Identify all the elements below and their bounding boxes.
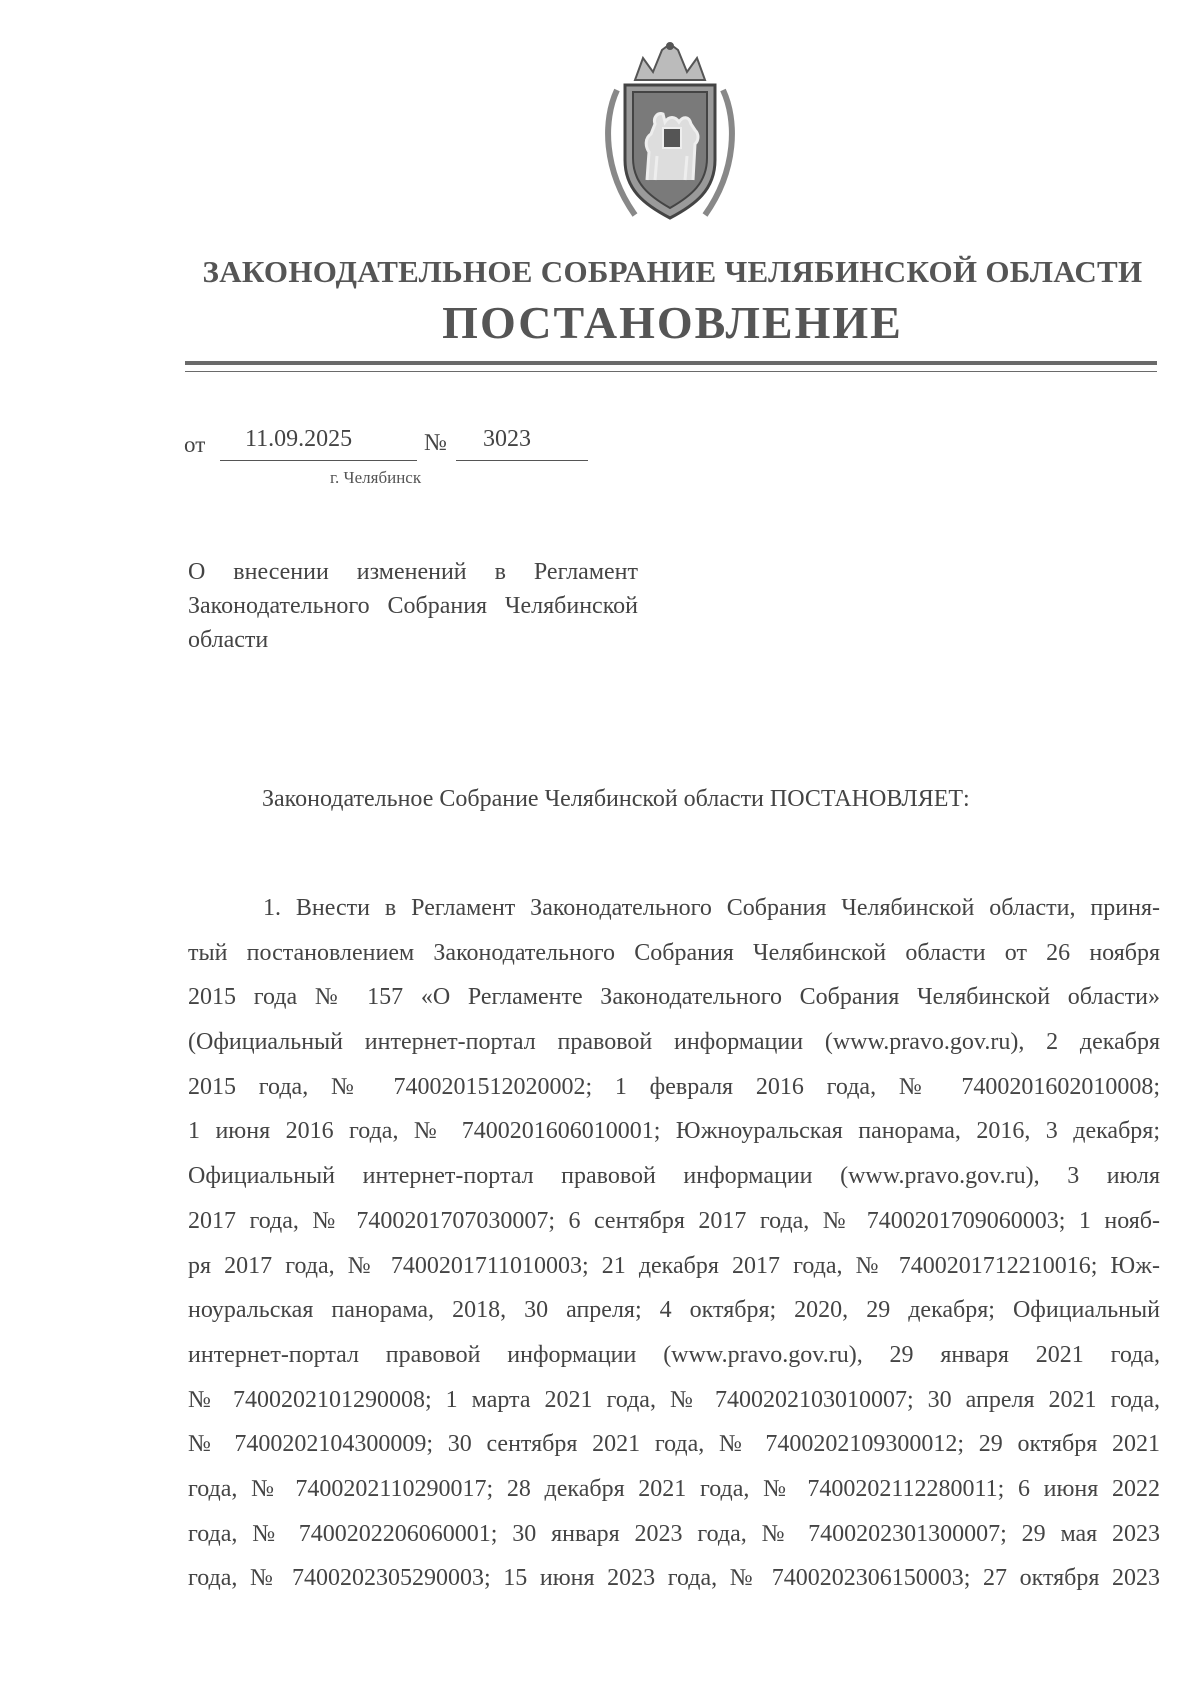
body-line: интернет-портал правовой информации (www.pravo.gov.ru), 29 января 2021 года, bbox=[188, 1341, 1160, 1368]
header-rule-thin bbox=[185, 371, 1157, 372]
body-text bbox=[188, 886, 1160, 1601]
document-type-title: ПОСТАНОВЛЕНИЕ bbox=[442, 297, 903, 348]
date-prefix-label: от bbox=[184, 432, 206, 457]
body-line: Официальный интернет-портал правовой информации (www.pravo.gov.ru), 3 июля bbox=[188, 1163, 1160, 1190]
body-line: тый постановлением Законодательного Собрания Челябинской области от 26 ноября bbox=[188, 939, 1160, 966]
body-line: 2017 года, № 7400201707030007; 6 сентября 2017 года, № 7400201709060003; 1 нояб- bbox=[188, 1207, 1160, 1234]
document-date: 11.09.2025 bbox=[245, 426, 353, 452]
number-label: № bbox=[424, 430, 447, 456]
body-line: года, № 7400202305290003; 15 июня 2023 года, № 7400202306150003; 27 октября 2023 bbox=[188, 1565, 1160, 1592]
date-underline bbox=[220, 460, 417, 461]
organization-title: ЗАКОНОДАТЕЛЬНОЕ СОБРАНИЕ ЧЕЛЯБИНСКОЙ ОБЛАСТИ bbox=[202, 254, 1143, 289]
body-line: 1 июня 2016 года, № 7400201606010001; Южноуральская панорама, 2016, 3 декабря; bbox=[188, 1118, 1160, 1145]
body-line: ноуральская панорама, 2018, 30 апреля; 4 октября; 2020, 29 декабря; Официальный bbox=[188, 1297, 1160, 1324]
number-underline bbox=[456, 460, 588, 461]
coat-of-arms-emblem bbox=[595, 40, 745, 230]
body-line: № 7400202104300009; 30 сентября 2021 года, № 7400202109300012; 29 октября 2021 bbox=[188, 1431, 1160, 1458]
body-line: № 7400202101290008; 1 марта 2021 года, № 7400202103010007; 30 апреля 2021 года, bbox=[188, 1386, 1160, 1413]
city-label: г. Челябинск bbox=[330, 468, 422, 487]
body-line: года, № 7400202206060001; 30 января 2023 года, № 7400202301300007; 29 мая 2023 bbox=[188, 1520, 1160, 1547]
document-number: 3023 bbox=[483, 426, 531, 452]
body-line: 2015 года № 157 «О Регламенте Законодательного Собрания Челябинской области» bbox=[188, 984, 1160, 1011]
body-line: 2015 года, № 7400201512020002; 1 февраля 2016 года, № 7400201602010008; bbox=[188, 1073, 1160, 1100]
body-line: ря 2017 года, № 7400201711010003; 21 декабря 2017 года, № 7400201712210016; Юж- bbox=[188, 1252, 1160, 1279]
body-line: (Официальный интернет-портал правовой информации (www.pravo.gov.ru), 2 декабря bbox=[188, 1029, 1160, 1056]
body-line: года, № 7400202110290017; 28 декабря 2021 года, № 7400202112280011; 6 июня 2022 bbox=[188, 1475, 1160, 1502]
preamble: Законодательное Собрание Челябинской области ПОСТАНОВЛЯЕТ: bbox=[262, 786, 970, 812]
header-rule-thick bbox=[185, 361, 1157, 365]
document-subject: О внесении изменений в Регламент Законодательного Собрания Челябинской области bbox=[188, 559, 638, 653]
body-line: 1. Внести в Регламент Законодательного Собрания Челябинской области, приня- bbox=[263, 895, 1160, 921]
